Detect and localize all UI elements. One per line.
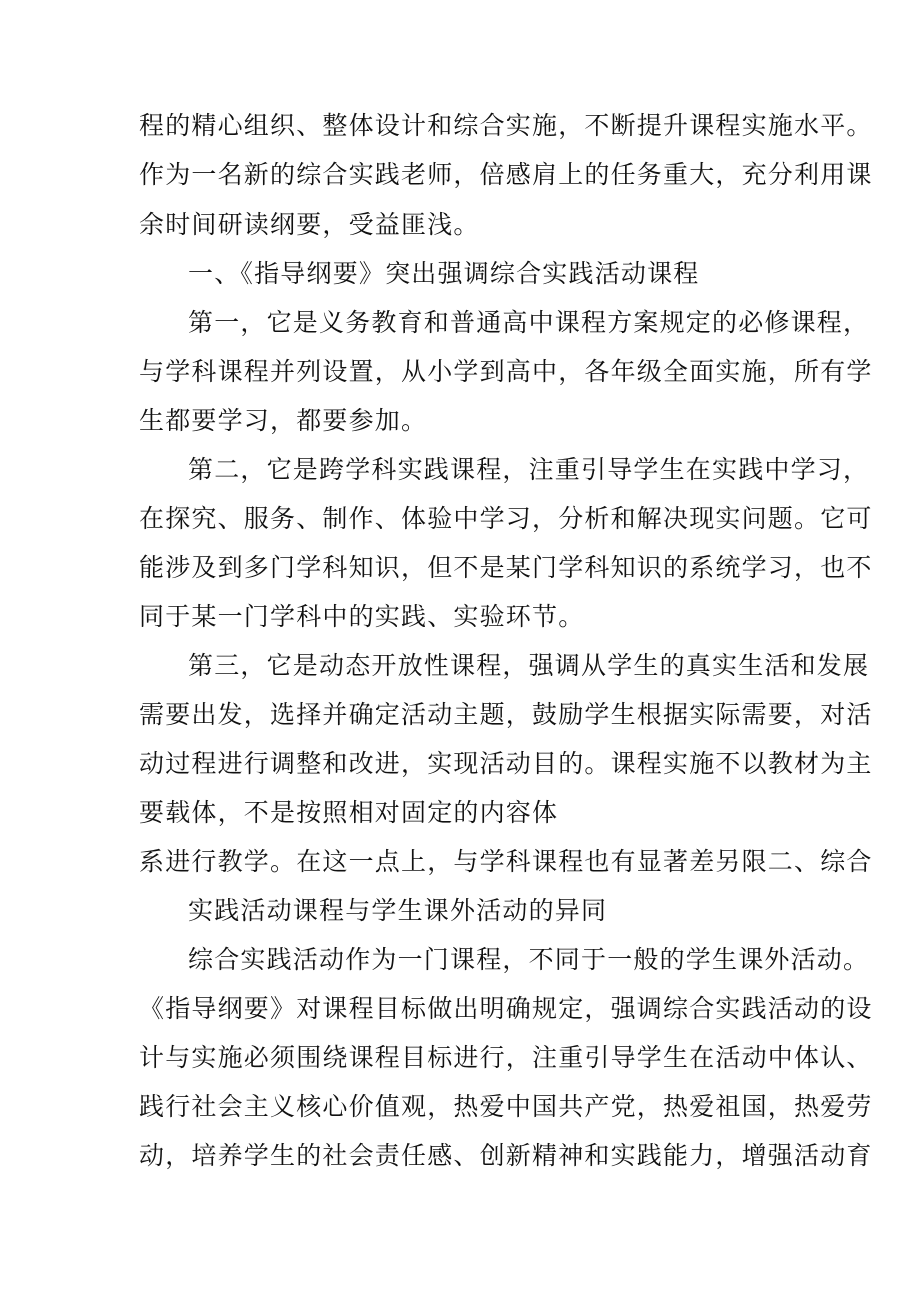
text-line: 余时间研读纲要，受益匪浅。 — [139, 210, 480, 239]
text-line: 作为一名新的综合实践老师，倍感肩上的任务重大，充分利用课 — [139, 160, 873, 189]
section-heading: 一、《指导纲要》突出强调综合实践活动课程 — [188, 259, 700, 288]
text-line: 《指导纲要》对课程目标做出明确规定，强调综合实践活动的设 — [139, 994, 873, 1023]
text-line: 践行社会主义核心价值观，热爱中国共产党，热爱祖国，热爱劳 — [139, 1092, 873, 1121]
paragraph-start: 第三，它是动态开放性课程，强调从学生的真实生活和发展 — [188, 651, 870, 680]
text-line: 同于某一门学科中的实践、实验环节。 — [139, 602, 585, 631]
text-line: 需要出发，选择并确定活动主题，鼓励学生根据实际需要，对活 — [139, 700, 873, 729]
paragraph-start: 第一，它是义务教育和普通高中课程方案规定的必修课程， — [188, 308, 870, 337]
text-line: 能涉及到多门学科知识，但不是某门学科知识的系统学习，也不 — [139, 553, 873, 582]
paragraph-start: 综合实践活动作为一门课程，不同于一般的学生课外活动。 — [188, 945, 870, 974]
text-line: 生都要学习，都要参加。 — [139, 406, 428, 435]
text-line: 动，培养学生的社会责任感、创新精神和实践能力，增强活动育 — [139, 1141, 873, 1170]
text-line: 动过程进行调整和改进，实现活动目的。课程实施不以教材为主 — [139, 749, 873, 778]
paragraph-start: 第二，它是跨学科实践课程，注重引导学生在实践中学习， — [188, 455, 870, 484]
text-line: 在探究、服务、制作、体验中学习，分析和解决现实问题。它可 — [139, 504, 873, 533]
text-line: 系进行教学。在这一点上，与学科课程也有显著差另限二、综合 — [139, 847, 873, 876]
text-line: 与学科课程并列设置，从小学到高中，各年级全面实施，所有学 — [139, 357, 873, 386]
text-line: 计与实施必须围绕课程目标进行，注重引导学生在活动中体认、 — [139, 1043, 873, 1072]
text-line: 要载体，不是按照相对固定的内容体 — [139, 798, 559, 827]
section-heading: 实践活动课程与学生课外活动的异同 — [188, 896, 608, 925]
text-line: 程的精心组织、整体设计和综合实施，不断提升课程实施水平。 — [139, 111, 873, 140]
